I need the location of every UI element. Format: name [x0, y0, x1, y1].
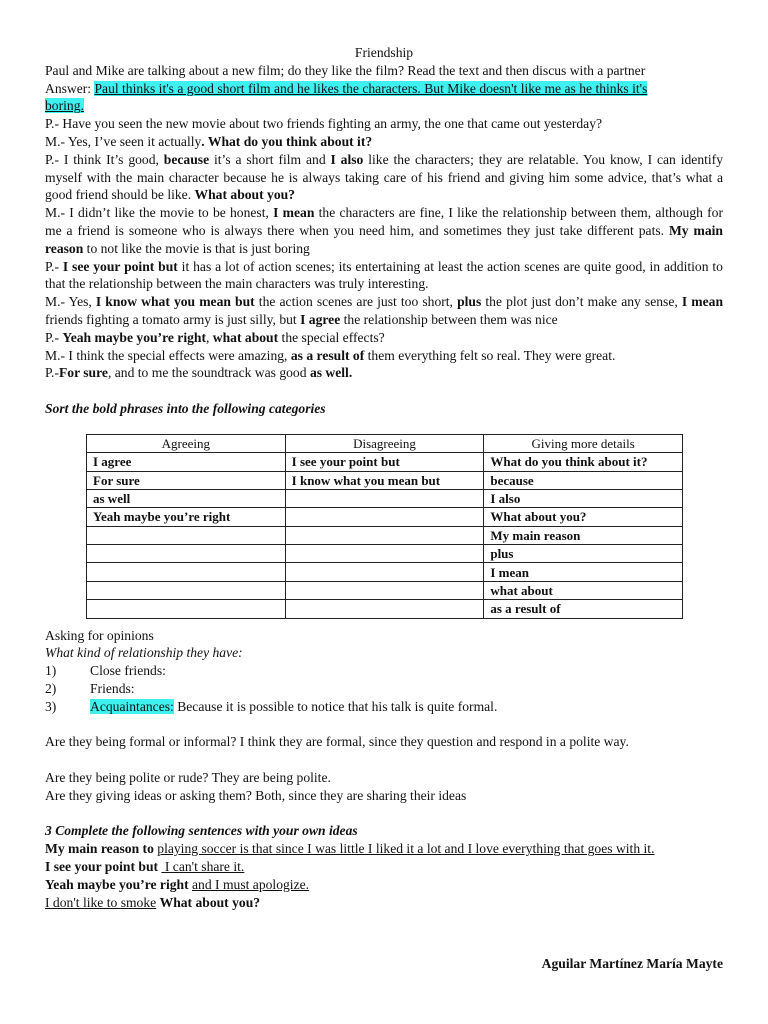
sentence-4: I don't like to smoke What about you? [45, 894, 261, 910]
sentence-1: My main reason to playing soccer is that since I was little I liked it a lot and I love everything that goes with it. [45, 841, 655, 857]
table-cell: I agree [87, 453, 286, 471]
table-row [87, 563, 683, 581]
answer-line [45, 80, 723, 98]
table-row [87, 489, 683, 507]
table-row [87, 453, 683, 471]
table-cell: what about [484, 581, 683, 599]
ideas-answer: Are they giving ideas or asking them? Both, since they are sharing their ideas [45, 787, 467, 803]
dialogue-p1: P.- Have you seen the new movie about two friends fighting an army, the one that came out yesterday? [45, 116, 603, 132]
table-cell: I also [484, 489, 683, 507]
answer-text-1: Paul thinks it's a good short film and he likes the characters. But Mike doesn't like me as he thinks it's [94, 80, 648, 96]
table-row [87, 526, 683, 544]
table-cell: plus [484, 545, 683, 563]
table-cell: I know what you mean but [285, 471, 484, 489]
polite-answer: Are they being polite or rude? They are being polite. [45, 770, 331, 786]
table-cell [285, 489, 484, 507]
dialogue-p2: P.- I think It’s good, because it’s a short film and I also like the characters; they are relatable. You know, I can identify myself with the main character because he is always taking care of his friend and giving him some advice, that’s what a good friend should be like. What about you? [45, 151, 723, 203]
table-cell [87, 581, 286, 599]
answer-label: Answer: [45, 80, 95, 96]
table-cell [285, 508, 484, 526]
table-cell [285, 600, 484, 618]
table-cell: What do you think about it? [484, 453, 683, 471]
relationship-question: What kind of relationship they have: [45, 645, 243, 661]
dialogue-m3: M.- Yes, I know what you mean but the action scenes are just too short, plus the plot just don’t make any sense, I mean friends fighting a tomato army is just silly, but I agree the relationship between them was nice [45, 294, 724, 327]
dialogue-p5: P.-For sure, and to me the soundtrack was good as well. [45, 365, 353, 381]
table-cell: What about you? [484, 508, 683, 526]
table-row [87, 581, 683, 599]
table-row [87, 600, 683, 618]
document-page [45, 44, 723, 911]
page-title: Friendship [354, 45, 414, 60]
table-row [87, 545, 683, 563]
acquaintances-highlight: Acquaintances: [90, 698, 174, 714]
table-header-row [87, 434, 683, 452]
dialogue-m4: M.- I think the special effects were amazing, as a result of them everything felt so real. They were great. [45, 347, 616, 363]
table-cell: For sure [87, 471, 286, 489]
table-row [87, 471, 683, 489]
table-cell [87, 600, 286, 618]
header-agreeing: Agreeing [87, 434, 286, 452]
table-cell [285, 526, 484, 544]
dialogue-m2: M.- I didn’t like the movie to be honest, I mean the characters are fine, I like the relationship between them, although for me a friend is someone who is always there when you need him, and sometimes they just take different pats. My main reason to not like the movie is that is just boring [45, 205, 723, 256]
opinions-heading: Asking for opinions [45, 627, 154, 643]
table-cell [285, 545, 484, 563]
table-cell: as a result of [484, 600, 683, 618]
answer-line-2 [45, 97, 723, 115]
table-cell [87, 545, 286, 563]
answer-text-2: boring. [45, 98, 84, 114]
list-item: 1) Close friends: [45, 663, 166, 679]
table-cell [87, 563, 286, 581]
dialogue-m1: M.- Yes, I’ve seen it actually. What do you think about it? [45, 133, 373, 149]
list-item: 3) Acquaintances: Because it is possible to notice that his talk is quite formal. [45, 698, 498, 714]
table-cell: as well [87, 489, 286, 507]
complete-heading: 3 Complete the following sentences with your own ideas [45, 823, 358, 839]
table-cell [87, 526, 286, 544]
sentence-3: Yeah maybe you’re right and I must apologize. [45, 876, 310, 892]
table-row [87, 508, 683, 526]
table-cell [285, 581, 484, 599]
categories-table [86, 434, 683, 619]
dialogue-p4: P.- Yeah maybe you’re right, what about the special effects? [45, 329, 385, 345]
header-giving-details: Giving more details [484, 434, 683, 452]
table-cell: Yeah maybe you’re right [87, 508, 286, 526]
list-item: 2) Friends: [45, 681, 135, 697]
header-disagreeing: Disagreeing [285, 434, 484, 452]
table-cell: because [484, 471, 683, 489]
sort-heading: Sort the bold phrases into the following categories [45, 400, 326, 416]
sentence-2: I see your point but I can't share it. [45, 859, 245, 874]
table-cell: I mean [484, 563, 683, 581]
formal-answer: Are they being formal or informal? I think they are formal, since they question and respond in a polite way. [45, 734, 629, 750]
intro-text: Paul and Mike are talking about a new film; do they like the film? Read the text and then discus with a partner [45, 62, 646, 78]
dialogue-p3: P.- I see your point but it has a lot of action scenes; its entertaining at least the action scenes are quite good, in addition to that the relationship between the main characters was truly interesting. [45, 258, 723, 292]
table-cell [285, 563, 484, 581]
signature: Aguilar Martínez María Mayte [541, 956, 723, 971]
table-cell: My main reason [484, 526, 683, 544]
table-cell: I see your point but [285, 453, 484, 471]
